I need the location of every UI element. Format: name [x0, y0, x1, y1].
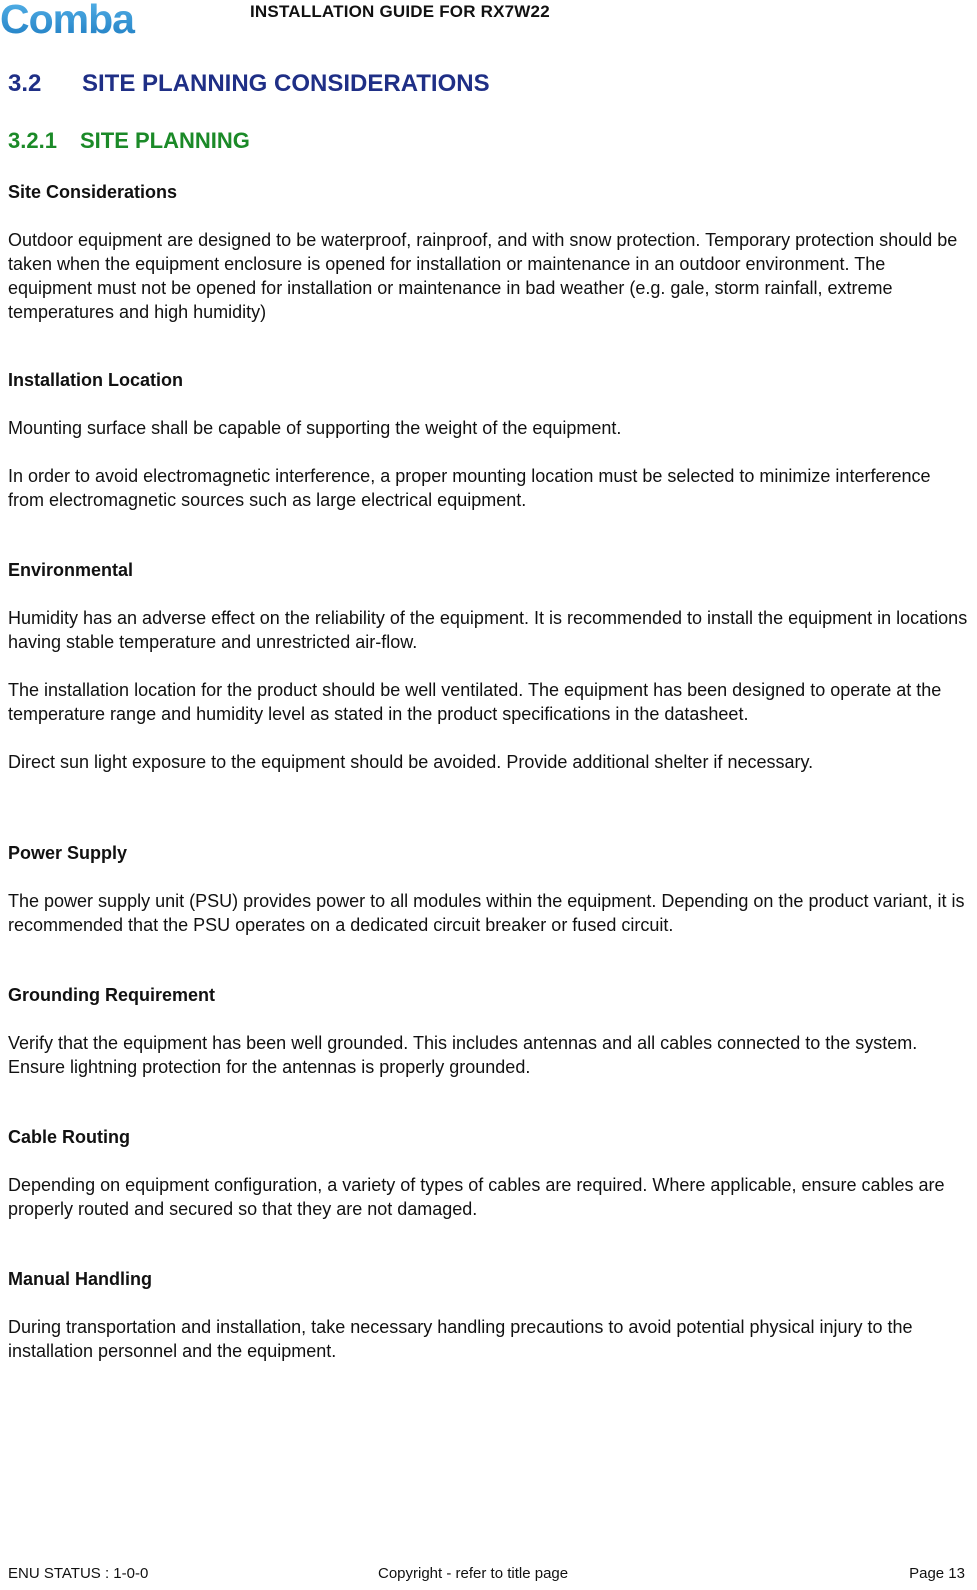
installation-location-paragraph-1: Mounting surface shall be capable of supporting the weight of the equipment. [8, 418, 622, 438]
power-supply-paragraph: The power supply unit (PSU) provides power to all modules within the equipment. Depending on the product variant, it is recommended that the PSU operates on a dedicated circuit breaker or fused circuit. [8, 891, 965, 935]
power-supply-block [8, 841, 970, 937]
svg-text:Comba: Comba [0, 0, 134, 40]
subsection-heading [8, 128, 250, 154]
installation-location-block [8, 368, 970, 512]
document-title: INSTALLATION GUIDE FOR RX7W22 [250, 2, 550, 21]
manual-handling-paragraph: During transportation and installation, take necessary handling precautions to avoid potential physical injury to the installation personnel and the equipment. [8, 1317, 913, 1361]
document-status: ENU STATUS : 1-0-0 [8, 1565, 149, 1582]
copyright-notice: Copyright - refer to title page [378, 1565, 569, 1582]
environmental-paragraph-3: Direct sun light exposure to the equipment should be avoided. Provide additional shelter if necessary. [8, 752, 814, 772]
site-considerations-paragraph: Outdoor equipment are designed to be waterproof, rainproof, and with snow protection. Temporary protection should be taken when the equipment enclosure is opened for installation or maintenance in an outdoor environment. The equipment must not be opened for installation or maintenance in bad weather (e.g. gale, storm rainfall, extreme temperatures and high humidity) [8, 230, 958, 322]
environmental-heading: Environmental [8, 560, 134, 580]
installation-location-paragraph-2: In order to avoid electromagnetic interference, a proper mounting location must be selected to minimize interference from electromagnetic sources such as large electrical equipment. [8, 466, 931, 510]
comba-logo [0, 0, 182, 40]
cable-routing-block [8, 1125, 970, 1221]
subsection-title-text: SITE PLANNING [80, 128, 250, 153]
grounding-requirement-block [8, 983, 970, 1079]
page-footer [0, 1563, 977, 1587]
cable-routing-heading: Cable Routing [8, 1127, 130, 1147]
power-supply-heading: Power Supply [8, 843, 128, 863]
grounding-requirement-heading: Grounding Requirement [8, 985, 215, 1005]
section-title-text: SITE PLANNING CONSIDERATIONS [82, 70, 490, 97]
environmental-block [8, 558, 970, 774]
site-considerations-heading: Site Considerations [8, 182, 178, 202]
environmental-paragraph-1: Humidity has an adverse effect on the reliability of the equipment. It is recommended to install the equipment in locations having stable temperature and unrestricted air-flow. [8, 608, 968, 652]
grounding-requirement-paragraph: Verify that the equipment has been well grounded. This includes antennas and all cables connected to the system. Ensure lightning protection for the antennas is properly grounded. [8, 1033, 918, 1077]
page-number: Page 13 [909, 1565, 965, 1582]
installation-location-heading: Installation Location [8, 370, 184, 390]
section-number: 3.2 [8, 70, 42, 97]
subsection-number: 3.2.1 [8, 128, 57, 153]
environmental-paragraph-2: The installation location for the product should be well ventilated. The equipment has been designed to operate at the temperature range and humidity level as stated in the product specifications in the datasheet. [8, 680, 942, 724]
manual-handling-block [8, 1267, 970, 1363]
page-header [0, 0, 977, 42]
cable-routing-paragraph: Depending on equipment configuration, a variety of types of cables are required. Where applicable, ensure cables are properly routed and secured so that they are not damaged. [8, 1175, 945, 1219]
site-considerations-block [8, 180, 970, 324]
manual-handling-heading: Manual Handling [8, 1269, 152, 1289]
section-heading [8, 70, 490, 98]
